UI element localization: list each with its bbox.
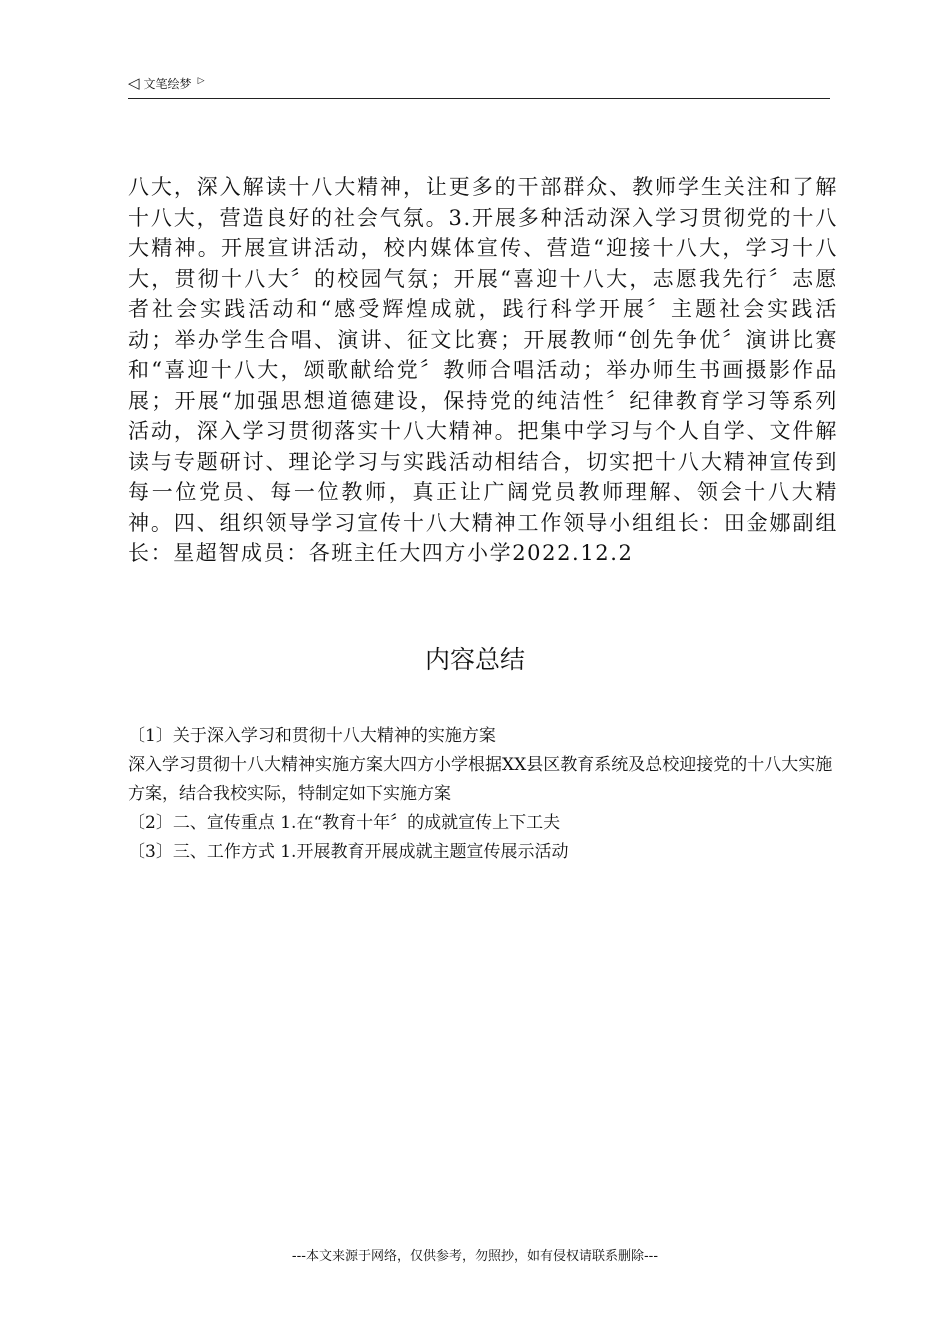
summary-title: 内容总结 <box>424 645 525 674</box>
summary-item: 深入学习贯彻十八大精神实施方案大四方小学根据XX县区教育系统及总校迎接党的十八大实施方案，结合我校实际，特制定如下实施方案 <box>128 755 833 804</box>
triangle-right-icon: ▷ <box>197 76 205 86</box>
triangle-left-icon: ◁ <box>128 74 140 92</box>
summary-item: 〔1〕关于深入学习和贯彻十八大精神的实施方案 <box>128 726 496 746</box>
summary-list <box>128 722 836 867</box>
page-footer: ---本文来源于网络，仅供参考，勿照抄，如有侵权请联系删除--- <box>291 1249 659 1264</box>
page-header <box>128 74 830 99</box>
summary-item: 〔2〕二、宣传重点 1.在“教育十年〞的成就宣传上下工夫 <box>128 813 561 833</box>
header-brand: 文笔绘梦 <box>143 77 192 91</box>
summary-item: 〔3〕三、工作方式 1.开展教育开展成就主题宣传展示活动 <box>128 842 569 862</box>
body-paragraph: 八大，深入解读十八大精神，让更多的干部群众、教师学生关注和了解十八大，营造良好的社会气氛。3.开展多种活动深入学习贯彻党的十八大精神。开展宣讲活动，校内媒体宣传、营造“迎接十八大，学习十八大，贯彻十八大〞的校园气氛；开展“喜迎十八大，志愿我先行〞志愿者社会实践活动和“感受辉煌成就，践行科学开展〞主题社会实践活动；举办学生合唱、演讲、征文比赛；开展教师“创先争优〞演讲比赛和“喜迎十八大，颂歌献给党〞教师合唱活动；举办师生书画摄影作品展；开展“加强思想道德建设，保持党的纯洁性〞纪律教育学习等系列活动，深入学习贯彻落实十八大精神。把集中学习与个人自学、文件解读与专题研讨、理论学习与实践活动相结合，切实把十八大精神宣传到每一位党员、每一位教师，真正让广阔党员教师理解、领会十八大精神。四、组织领导学习宣传十八大精神工作领导小组组长：田金娜副组长：星超智成员：各班主任大四方小学2022.12.2 <box>128 175 838 565</box>
